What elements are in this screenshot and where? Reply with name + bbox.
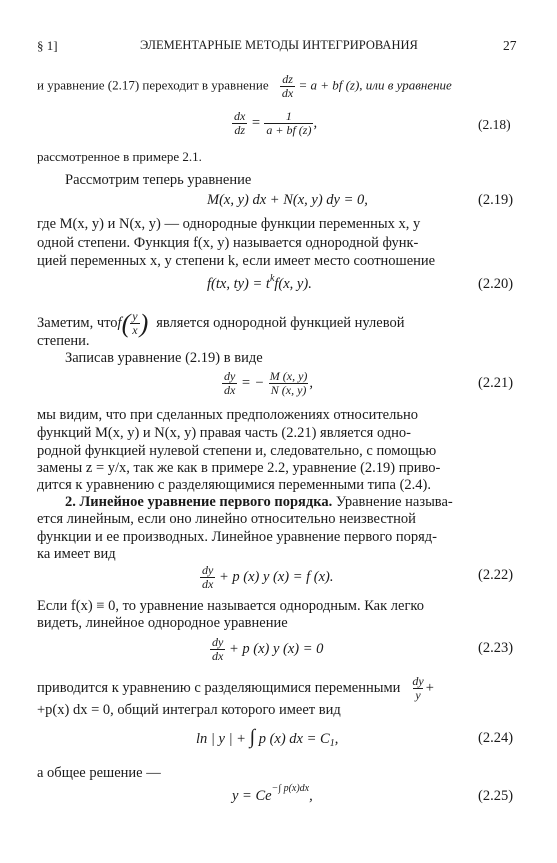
equation-number: (2.23) (478, 640, 514, 656)
text-fragment: является однородной функцией нулевой (156, 315, 405, 331)
fraction-numerator: 1 (285, 109, 292, 123)
fraction-denominator: a + bf (z) (266, 123, 312, 137)
fraction-denominator: dz (234, 123, 245, 137)
equation-number: (2.18) (478, 117, 511, 132)
text-line: рассмотренное в примере 2.1. (37, 149, 202, 164)
fraction-numerator: dy (224, 369, 236, 383)
paragraph-line: функций M(x, y) и N(x, y) правая часть (2.21) является одно- (37, 425, 411, 441)
equation-part: ln | y | + (196, 731, 246, 747)
fraction-denominator: dx (281, 86, 294, 100)
paragraph-line: видеть, линейное однородное уравнение (37, 615, 288, 631)
text-fragment: + (425, 680, 434, 696)
equation-part: + p (x) y (x) = 0 (228, 640, 324, 657)
paragraph-line: родной функцией нулевой степени и, следовательно, с помощью (37, 443, 437, 459)
exponent: k (269, 273, 275, 284)
equation-tail: , (309, 374, 314, 391)
equation-2-22 (200, 564, 334, 591)
paragraph-line: функции и ее производных. Линейное уравнение первого поряд- (37, 529, 437, 545)
equation-2-24 (196, 726, 338, 749)
equation-2-21 (222, 370, 313, 397)
equation-number: (2.20) (478, 276, 514, 292)
section-heading: 2. Линейное уравнение первого порядка. (65, 494, 333, 510)
exponent: −∫ p(x)dx (271, 783, 310, 794)
paragraph-line: цией переменных x, y степени k, если имеет место соотношение (37, 253, 436, 269)
equation-2-19: M(x, y) dx + N(x, y) dy = 0, (207, 192, 368, 208)
inline-fraction (280, 73, 295, 100)
text-line-1 (37, 73, 452, 100)
function-symbol: f (117, 315, 122, 331)
fraction-numerator: M (x, y) (269, 369, 308, 383)
integral-sign: ∫ (249, 726, 256, 748)
equation-number: (2.25) (478, 788, 514, 804)
equation-tail: , (309, 788, 313, 804)
fraction-numerator: y (132, 309, 138, 323)
equation-tail: , (313, 114, 318, 131)
equation-part: p (x) dx = C (258, 731, 330, 747)
equation-part: f(tx, ty) = t (207, 276, 270, 292)
text-line (37, 310, 517, 337)
subscript: 1 (329, 738, 335, 749)
text-fragment: и уравнение (2.17) переходит в уравнение (37, 77, 269, 93)
function-expression: f ( $\frac{y}{x}$ ) (117, 308, 149, 338)
paragraph-line: где M(x, y) и N(x, y) — однородные функции переменных x, y (37, 216, 421, 232)
text-line (37, 675, 434, 702)
equation-2-23 (210, 636, 323, 663)
text-line: +p(x) dx = 0, общий интеграл которого имеет вид (37, 702, 341, 718)
fraction-numerator: dx (234, 109, 246, 123)
inline-fraction (410, 675, 425, 702)
fraction-numerator: dy (412, 674, 424, 688)
fraction-denominator: dx (202, 577, 214, 591)
text-fragment: приводится к уравнению с разделяющимися переменными (37, 680, 401, 696)
fraction-numerator: dy (212, 635, 224, 649)
equation-part: = − (240, 374, 265, 391)
equation-2-25 (232, 783, 313, 805)
fraction-denominator: dx (212, 649, 224, 663)
fraction-denominator: N (x, y) (270, 383, 307, 397)
paragraph-line: замены z = y/x, так же как в примере 2.2, уравнение (2.19) приво- (37, 460, 441, 476)
equation-part: + p (x) y (x) = f (x). (218, 568, 334, 585)
equation-number: (2.22) (478, 567, 514, 583)
header-title: ЭЛЕМЕНТАРНЫЕ МЕТОДЫ ИНТЕГРИРОВАНИЯ (140, 38, 418, 52)
section-heading-line (65, 494, 453, 511)
text-line: Рассмотрим теперь уравнение (65, 172, 252, 188)
fraction-denominator: dx (224, 383, 236, 397)
text-fragment: Уравнение называ- (335, 494, 453, 510)
paragraph-line: ка имеет вид (37, 546, 116, 562)
fraction-numerator: dy (202, 563, 214, 577)
equation-tail: , (334, 731, 339, 747)
paragraph-line: мы видим, что при сделанных предположениях относительно (37, 407, 418, 423)
equation-number: (2.21) (478, 375, 514, 391)
text-line: степени. (37, 333, 90, 349)
fraction-denominator: x (132, 323, 138, 337)
paragraph-line: Если f(x) ≡ 0, то уравнение называется однородным. Как легко (37, 598, 424, 614)
equation-part: f(x, y). (274, 276, 312, 292)
paragraph-line: одной степени. Функция f(x, y) называется однородной функ- (37, 235, 419, 251)
equation-2-20 (207, 273, 312, 293)
text-line: Записав уравнение (2.19) в виде (65, 350, 263, 366)
text-line: а общее решение — (37, 765, 161, 781)
header-section: § 1] (37, 38, 58, 53)
fraction-numerator: dz (282, 72, 293, 86)
equation-number: (2.24) (478, 730, 514, 746)
paragraph-line: ется линейным, если оно линейно относительно неизвестной (37, 511, 416, 527)
equation-number: (2.19) (478, 192, 514, 208)
page-number: 27 (503, 38, 517, 53)
equation-part: y = Ce (232, 788, 272, 804)
text-fragment: Заметим, что (37, 315, 118, 331)
paragraph-line: дится к уравнению с разделяющимися переменными типа (2.4). (37, 477, 431, 493)
text-fragment: = a + bf (z), или в уравнение (298, 77, 452, 93)
fraction-denominator: y (415, 688, 421, 702)
equation-2-18: $\frac{dx}{dz}$ = $\frac{1}{a + bf (z)}$ , (234, 109, 318, 137)
